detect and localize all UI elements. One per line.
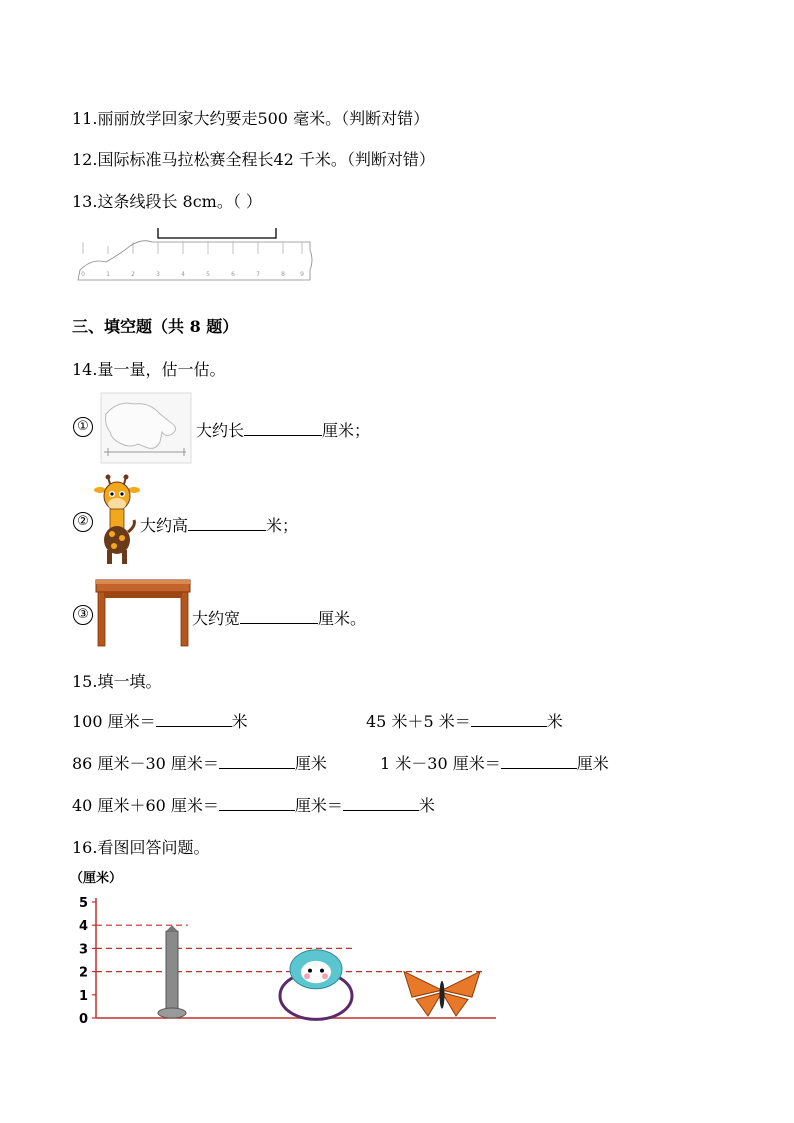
item-number-3: ③ xyxy=(73,605,93,625)
q15-row2b: 1 米－30 厘米＝ 厘米 xyxy=(380,754,609,773)
item-number-2: ② xyxy=(73,512,93,532)
doll-eye xyxy=(308,969,312,973)
y-tick-label: 2 xyxy=(78,965,88,981)
question-13: 13.这条线段长 8cm。（ ） xyxy=(72,192,262,211)
pillar-base xyxy=(158,1008,186,1018)
y-tick-label: 1 xyxy=(78,988,88,1004)
butterfly-wing-right-lower xyxy=(442,992,468,1016)
doll-icon xyxy=(280,950,352,1020)
q14-item-1-text: 大约长 厘米； xyxy=(196,421,371,440)
svg-text:1: 1 xyxy=(106,271,110,278)
ruler-figure xyxy=(76,224,316,284)
q14-item-2-text: 大约高 米； xyxy=(140,516,299,535)
butterfly-wing-left-upper xyxy=(404,972,442,998)
answer-blank[interactable] xyxy=(219,796,295,811)
doll-cheek xyxy=(304,973,310,979)
y-tick-label: 5 xyxy=(78,896,88,911)
svg-text:6: 6 xyxy=(231,271,235,278)
y-tick-label: 4 xyxy=(78,919,88,935)
answer-blank[interactable] xyxy=(156,712,232,727)
answer-blank[interactable] xyxy=(240,609,318,624)
svg-text:7: 7 xyxy=(256,271,260,278)
q15-row2a: 86 厘米－30 厘米＝ 厘米 xyxy=(72,754,327,773)
line-segment xyxy=(158,228,276,238)
doll-cheek xyxy=(322,973,328,979)
doll-eye xyxy=(320,969,324,973)
q15-row3: 40 厘米＋60 厘米＝ 厘米＝ 米 xyxy=(72,796,435,815)
q15-row1a: 100 厘米＝ 米 xyxy=(72,712,248,731)
butterfly-wing-left-lower xyxy=(416,992,442,1016)
doll-face xyxy=(301,961,331,983)
answer-blank[interactable] xyxy=(188,516,266,531)
svg-text:8: 8 xyxy=(281,271,285,278)
answer-blank[interactable] xyxy=(501,754,577,769)
table-icon xyxy=(94,578,192,648)
question-16-title: 16.看图回答问题。 xyxy=(72,838,210,857)
svg-text:3: 3 xyxy=(156,271,160,278)
giraffe-icon xyxy=(94,474,140,566)
answer-blank[interactable] xyxy=(244,421,322,436)
question-11: 11.丽丽放学回家大约要走500 毫米。（判断对错） xyxy=(72,109,430,128)
answer-blank[interactable] xyxy=(343,796,419,811)
answer-blank[interactable] xyxy=(471,712,547,727)
y-tick-label: 3 xyxy=(78,942,88,958)
svg-text:0: 0 xyxy=(81,271,85,278)
y-tick-label: 0 xyxy=(78,1012,88,1027)
svg-text:2: 2 xyxy=(131,271,135,278)
butterfly-wing-right-upper xyxy=(442,972,480,998)
pillar-cap xyxy=(166,925,178,931)
section-3-heading: 三、填空题（共 8 题） xyxy=(72,317,239,336)
answer-blank[interactable] xyxy=(219,754,295,769)
svg-text:9: 9 xyxy=(300,271,304,278)
hand-icon xyxy=(100,392,192,464)
height-chart xyxy=(66,866,506,1028)
ruler-icon xyxy=(78,241,312,280)
butterfly-body xyxy=(440,981,445,1009)
svg-text:5: 5 xyxy=(206,271,210,278)
question-15-title: 15.填一填。 xyxy=(72,672,162,691)
item-number-1: ① xyxy=(73,417,93,437)
q15-row1b: 45 米＋5 米＝ 米 xyxy=(366,712,563,731)
question-12: 12.国际标准马拉松赛全程长42 千米。（判断对错） xyxy=(72,150,435,169)
butterfly-icon xyxy=(404,972,480,1016)
pillar-body xyxy=(166,931,178,1012)
y-axis-unit: （厘米） xyxy=(70,871,123,886)
q14-item-3-text: 大约宽 厘米。 xyxy=(192,609,367,628)
svg-text:4: 4 xyxy=(181,271,185,278)
question-14-title: 14.量一量，估一估。 xyxy=(72,360,226,379)
